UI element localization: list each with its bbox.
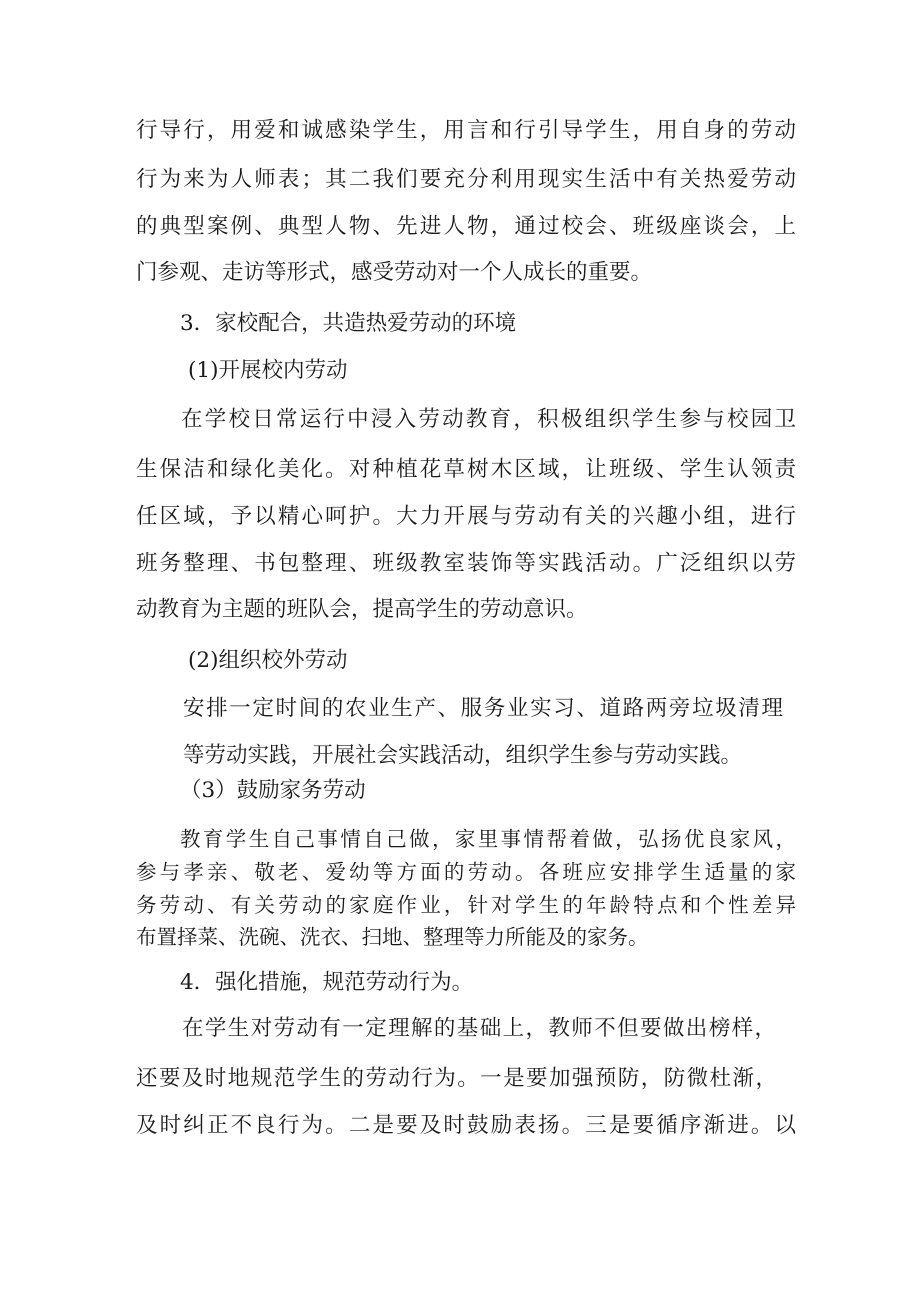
text-line: 安排一定时间的农业生产、服务业实习、道路两旁垃圾清理 (183, 696, 783, 721)
text-line: 门参观、走访等形式，感受劳动对一个人成长的重要。 (136, 260, 653, 285)
text-line: 班务整理、书包整理、班级教室装饰等实践活动。广泛组织以劳 (136, 551, 796, 576)
text-line: 布置择菜、洗碗、洗衣、扫地、整理等力所能及的家务。 (136, 925, 649, 949)
subsection-heading: （3）鼓励家务劳动 (180, 778, 366, 803)
text-line: 在学生对劳动有一定理解的基础上，教师不但要做出榜样， (182, 1016, 776, 1041)
section-heading: 4．强化措施，规范劳动行为。 (180, 970, 474, 995)
text-line: 生保洁和绿化美化。对种植花草树木区域，让班级、学生认领责 (136, 457, 796, 482)
text-line: 任区域，予以精心呵护。大力开展与劳动有关的兴趣小组，进行 (136, 504, 796, 529)
text-line: 及时纠正不良行为。二是要及时鼓励表扬。三是要循序渐进。以 (136, 1113, 796, 1138)
subsection-heading: (1)开展校内劳动 (188, 358, 348, 383)
text-line: 动教育为主题的班队会，提高学生的劳动意识。 (136, 597, 588, 622)
text-line: 行导行，用爱和诚感染学生，用言和行引导学生，用自身的劳动 (136, 118, 796, 143)
text-line: 等劳动实践，开展社会实践活动，组织学生参与劳动实践。 (183, 743, 743, 768)
subsection-heading: (2)组织校外劳动 (188, 648, 348, 673)
text-line: 还要及时地规范学生的劳动行为。一是要加强预防，防微杜渐， (136, 1066, 777, 1091)
text-line: 教育学生自己事情自己做，家里事情帮着做，弘扬优良家风， (180, 827, 796, 851)
text-line: 的典型案例、典型人物、先进人物，通过校会、班级座谈会，上 (136, 214, 796, 239)
section-heading: 3．家校配合，共造热爱劳动的环境 (180, 311, 517, 336)
text-line: 务劳动、有关劳动的家庭作业，针对学生的年龄特点和个性差异 (136, 893, 796, 917)
text-line: 行为来为人师表；其二我们要充分利用现实生活中有关热爱劳动 (136, 167, 796, 192)
text-line: 参与孝亲、敬老、爱幼等方面的劳动。各班应安排学生适量的家 (136, 860, 796, 884)
text-line: 在学校日常运行中浸入劳动教育，积极组织学生参与校园卫 (181, 407, 796, 432)
